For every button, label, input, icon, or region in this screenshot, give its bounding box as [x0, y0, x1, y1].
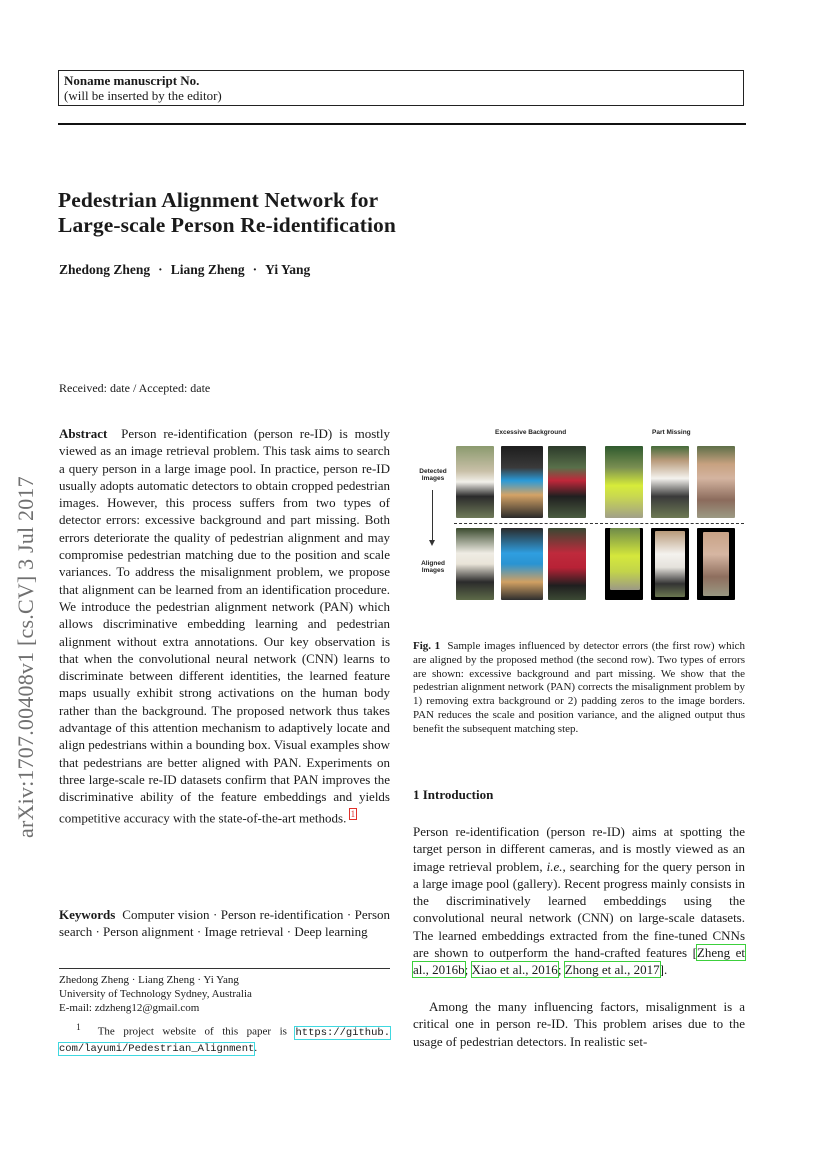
author-1: Zhedong Zheng — [59, 262, 151, 277]
arxiv-stamp: arXiv:1707.00408v1 [cs.CV] 3 Jul 2017 — [13, 476, 38, 838]
project-url-part1[interactable]: https://github. — [295, 1026, 390, 1039]
detected-image-3 — [548, 446, 586, 518]
intro-paragraph-1: Person re-identification (person re-ID) aims at spotting the target person in different cameras, and is mostly viewed as an image retrieval problem, i.e., searching for the query person in a large image pool (gallery). Recent progress mainly consists in the discriminatively learned embeddings using the convolutional neural network (CNN) on large-scale datasets. The learned embeddings extracted from the fine-tuned CNNs are shown to outperform the hand-crafted features [Zheng et al., 2016b; Xiao et al., 2016; Zhong et al., 2017]. — [413, 824, 745, 978]
arrow-shaft — [432, 490, 433, 542]
editor-note: (will be inserted by the editor) — [64, 88, 222, 103]
detected-image-4 — [605, 446, 643, 518]
keywords-text: Computer vision · Person re-identification · Person search · Person alignment · Image retrieval · Deep learning — [59, 907, 391, 940]
manuscript-header-box — [58, 70, 744, 106]
detected-image-5 — [651, 446, 689, 518]
intro-paragraph-2: Among the many influencing factors, misalignment is a critical one in person re-ID. This problem arises due to the usage of pedestrian detectors. In realistic set- — [413, 999, 745, 1049]
aligned-image-1 — [456, 528, 494, 600]
project-url-part2[interactable]: com/layumi/Pedestrian_Alignment — [59, 1042, 255, 1055]
aligned-image-4-padding — [605, 528, 643, 600]
abstract-heading: Abstract — [59, 426, 108, 441]
footnote-text: The project website of this paper is — [97, 1025, 287, 1038]
label-aligned-line1: Aligned — [421, 560, 445, 567]
header-rule — [58, 123, 746, 125]
footnote-rule — [59, 968, 390, 969]
figure-1 — [414, 426, 744, 606]
aligned-image-5 — [655, 531, 685, 597]
figure-caption — [413, 640, 745, 737]
keywords-heading: Keywords — [59, 907, 116, 922]
label-part-missing: Part Missing — [652, 429, 691, 436]
aligned-image-3 — [548, 528, 586, 600]
title-line-1: Pedestrian Alignment Network for — [58, 188, 379, 212]
affiliation-block — [59, 973, 390, 1015]
intro-p1-end: . — [664, 962, 668, 978]
citation-zheng-2016b[interactable]: Zheng et al., 2016b — [413, 945, 745, 978]
aligned-image-6-padding — [697, 528, 735, 600]
detected-image-1 — [456, 446, 494, 518]
label-detected-line1: Detected — [419, 468, 447, 475]
caption-text: Sample images influenced by detector errors (the first row) which are aligned by the proposed method (the second row). Two types of errors are shown: excessive background and part missing. We show that the pedestrian alignment network (PAN) corrects the misalignment problem by 1) removing extra background or 2) padding zeros to the image borders. PAN reduces the scale and position variance, and the aligned output thus benefit the subsequent matching step. — [413, 640, 746, 735]
received-line: Received: date / Accepted: date — [59, 381, 211, 395]
arrow-head-icon — [429, 540, 435, 546]
affiliation-university: University of Technology Sydney, Australia — [59, 988, 252, 1000]
paper-title — [58, 188, 478, 238]
footnote-end: . — [254, 1041, 258, 1054]
abstract — [59, 425, 390, 826]
aligned-image-2 — [501, 528, 543, 600]
footnote-link[interactable]: 1 — [350, 808, 356, 819]
citation-xiao-2016[interactable]: Xiao et al., 2016 — [471, 962, 558, 978]
author-separator: · — [158, 262, 163, 277]
affiliation-email: E-mail: zdzheng12@gmail.com — [59, 1002, 200, 1014]
author-list — [59, 262, 310, 278]
section-heading: 1 Introduction — [413, 787, 494, 802]
aligned-image-4 — [610, 528, 640, 590]
footnote-mark: 1 — [76, 1022, 81, 1032]
author-2: Liang Zheng — [170, 262, 245, 277]
detected-image-6 — [697, 446, 735, 518]
aligned-image-5-padding — [651, 528, 689, 600]
aligned-image-6 — [703, 532, 729, 596]
abstract-text: Person re-identification (person re-ID) is mostly viewed as an image retrieval problem. This task aims to search a query person in a large image pool. In practice, person re-ID usually adopts automatic detectors to obtain cropped pedestrian images. However, this process suffers from two types of detector errors: excessive background and part missing. Both errors deteriorate the quality of pedestrian alignment and may compromise pedestrian matching due to the position and scale variances. To address the misalignment problem, we propose that alignment can be learned from an identification procedure. We introduce the pedestrian alignment network (PAN) which allows discriminative embedding learning and pedestrian alignment without extra annotations. Our key observation is that when the convolutional neural network (CNN) learns to discriminate between different identities, the learned feature maps usually exhibit strong activations on the human body rather than the background. The proposed network thus takes advantage of this attention mechanism to adaptively locate and align pedestrians within a bounding box. Visual examples show that pedestrians are better aligned with PAN. Experiments on three large-scale re-ID datasets confirm that PAN improves the discriminative ability of the feature embeddings and yields competitive accuracy with the state-of-the-art methods. — [59, 426, 390, 825]
manuscript-number: Noname manuscript No. — [64, 73, 200, 88]
keywords — [59, 906, 390, 941]
title-line-2: Large-scale Person Re-identification — [58, 213, 396, 237]
row-divider — [454, 523, 744, 524]
caption-label: Fig. 1 — [413, 640, 441, 652]
label-detected-line2: Images — [421, 475, 445, 482]
label-excessive-background: Excessive Background — [495, 429, 567, 436]
label-detected-images — [417, 468, 449, 482]
intro-p1-mid: searching for the query person in a large image pool (gallery). Recent progress mainly consists in the discriminatively learned embeddings using the convolutional neural network (CNN) on large-scale datasets. The learned embeddings extracted from the fine-tuned CNNs are shown to outperform the hand-crafted features — [413, 858, 745, 961]
intro-ie: i.e., — [546, 858, 566, 874]
author-3: Yi Yang — [265, 262, 311, 277]
detected-image-2 — [501, 446, 543, 518]
project-footnote — [59, 1020, 390, 1057]
author-separator: · — [252, 262, 258, 277]
intro-p1-pre: Person re-identification (person re-ID) aims at spotting the target person in different cameras, and is mostly viewed as an image retrieval problem, — [413, 824, 745, 874]
citation-zhong-2017[interactable]: Zhong et al., 2017 — [564, 962, 660, 978]
label-aligned-images — [417, 560, 449, 574]
label-aligned-line2: Images — [421, 567, 445, 574]
affiliation-names: Zhedong Zheng · Liang Zheng · Yi Yang — [59, 974, 239, 986]
